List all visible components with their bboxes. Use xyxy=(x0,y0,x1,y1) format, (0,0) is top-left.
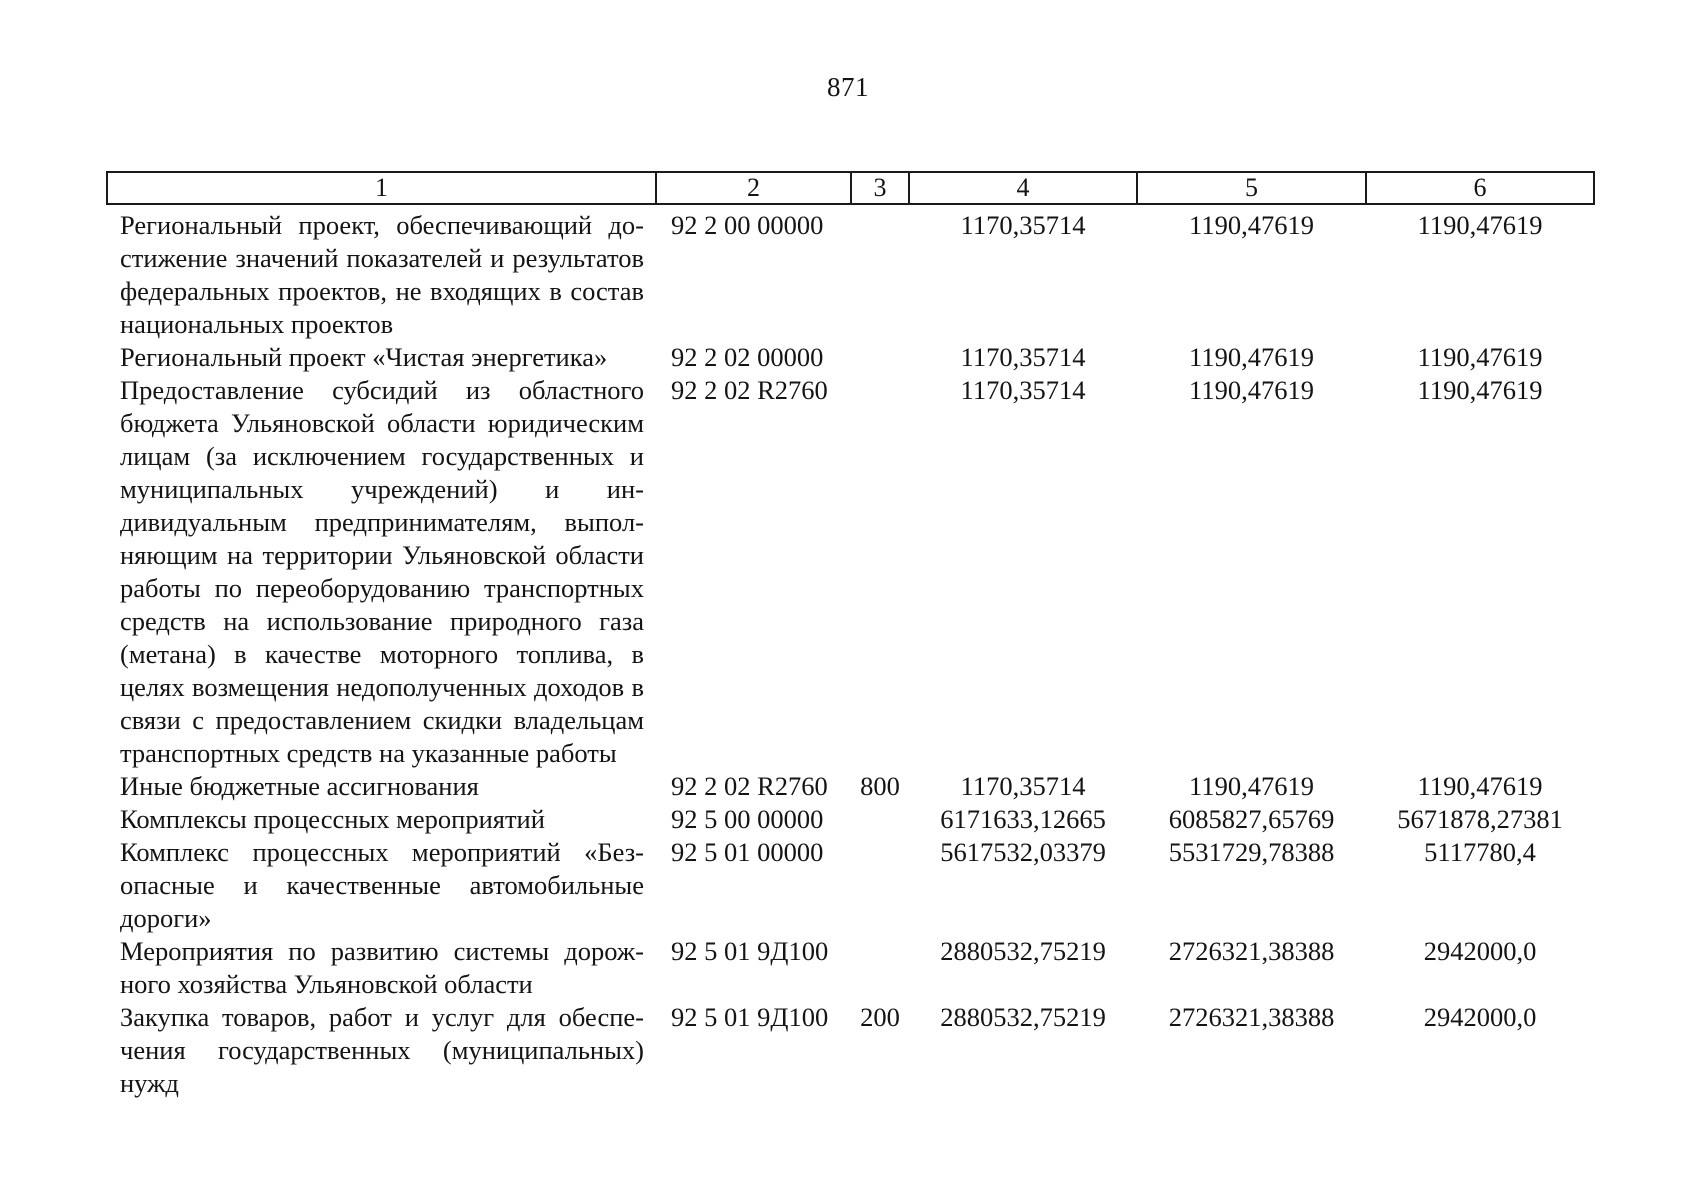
table-row xyxy=(107,1001,1594,1100)
column-header-4: 4 xyxy=(909,172,1137,204)
column-number-row xyxy=(107,172,1594,204)
row-amount-col4: 5617532,03379 xyxy=(940,837,1106,867)
budget-table xyxy=(106,171,1595,1100)
row-target-article: 92 2 02 00000 xyxy=(671,342,824,372)
row-expense-type: 800 xyxy=(860,771,900,801)
page-number: 871 xyxy=(827,72,869,102)
row-name: Предоставление субсидий из областного бюджета Ульяновской области юридическим лицам (за исключением государственных и муниципальных учреждений) и индивидуальным предпринимателям, выполняющим на территории Ульяновской области работы по переоборудованию транспортных средств на использование природного газа (метана) в качестве моторного топлива, в целях возмещения недополученных доходов в связи с предоставлением скидки владельцам транспортных средств на указанные работы xyxy=(120,375,644,768)
row-expense-type xyxy=(851,836,909,935)
row-amount-col6: 1190,47619 xyxy=(1417,771,1543,801)
column-header-1: 1 xyxy=(107,172,656,204)
row-amount-col6: 1190,47619 xyxy=(1417,375,1543,405)
row-name: Комплексы процессных мероприятий xyxy=(120,804,545,834)
row-amount-col5: 2726321,38388 xyxy=(1168,1002,1335,1032)
column-header-3: 3 xyxy=(851,172,909,204)
row-name: Иные бюджетные ассигнования xyxy=(120,771,479,801)
row-amount-col6: 1190,47619 xyxy=(1417,210,1543,240)
row-amount-col4: 1170,35714 xyxy=(960,342,1086,372)
row-target-article: 92 2 02 R2760 xyxy=(671,771,828,801)
row-name: Закупка товаров, работ и услуг для обеспечения государственных (муниципальных) нужд xyxy=(120,1002,644,1098)
row-amount-col4: 2880532,75219 xyxy=(940,1002,1106,1032)
row-target-article: 92 2 00 00000 xyxy=(671,210,824,240)
row-name: Комплекс процессных мероприятий «Безопасные и качественные автомобильные дороги» xyxy=(120,837,644,933)
table-row xyxy=(107,374,1594,770)
row-expense-type xyxy=(851,204,909,341)
row-target-article: 92 5 01 00000 xyxy=(671,837,824,867)
table-row xyxy=(107,935,1594,1001)
row-amount-col6: 5671878,27381 xyxy=(1397,804,1563,834)
row-amount-col5: 2726321,38388 xyxy=(1168,936,1335,966)
row-expense-type: 200 xyxy=(860,1002,900,1032)
row-target-article: 92 5 01 9Д100 xyxy=(671,936,829,966)
row-name: Региональный проект, обеспечивающий достижение значений показателей и результатов федеральных проектов, не входящих в состав национальных проектов xyxy=(120,210,644,339)
row-amount-col5: 1190,47619 xyxy=(1189,771,1314,801)
table-row xyxy=(107,836,1594,935)
row-amount-col6: 1190,47619 xyxy=(1417,342,1543,372)
row-target-article: 92 5 00 00000 xyxy=(671,804,824,834)
row-expense-type xyxy=(851,341,909,374)
row-target-article: 92 5 01 9Д100 xyxy=(671,1002,829,1032)
row-amount-col5: 5531729,78388 xyxy=(1168,837,1335,867)
column-header-6: 6 xyxy=(1366,172,1594,204)
row-amount-col6: 2942000,0 xyxy=(1423,1002,1537,1032)
row-amount-col5: 1190,47619 xyxy=(1189,210,1314,240)
row-amount-col4: 1170,35714 xyxy=(960,771,1086,801)
row-expense-type xyxy=(851,935,909,1001)
row-amount-col5: 6085827,65769 xyxy=(1168,804,1335,834)
row-expense-type xyxy=(851,803,909,836)
row-amount-col5: 1190,47619 xyxy=(1189,342,1314,372)
row-amount-col4: 6171633,12665 xyxy=(940,804,1106,834)
row-amount-col4: 1170,35714 xyxy=(960,210,1086,240)
table-row xyxy=(107,770,1594,803)
row-name: Мероприятия по развитию системы дорожного хозяйства Ульяновской области xyxy=(120,936,644,999)
row-amount-col4: 1170,35714 xyxy=(960,375,1086,405)
row-amount-col4: 2880532,75219 xyxy=(940,936,1106,966)
row-expense-type xyxy=(851,374,909,770)
budget-table-container xyxy=(106,171,1593,1100)
column-header-5: 5 xyxy=(1137,172,1366,204)
table-row xyxy=(107,341,1594,374)
row-name: Региональный проект «Чистая энергетика» xyxy=(120,342,608,372)
table-body xyxy=(107,204,1594,1100)
column-header-2: 2 xyxy=(656,172,851,204)
row-amount-col5: 1190,47619 xyxy=(1189,375,1314,405)
row-amount-col6: 5117780,4 xyxy=(1424,837,1536,867)
row-amount-col6: 2942000,0 xyxy=(1423,936,1537,966)
row-target-article: 92 2 02 R2760 xyxy=(671,375,828,405)
table-header xyxy=(107,172,1594,204)
table-row xyxy=(107,204,1594,341)
table-row xyxy=(107,803,1594,836)
